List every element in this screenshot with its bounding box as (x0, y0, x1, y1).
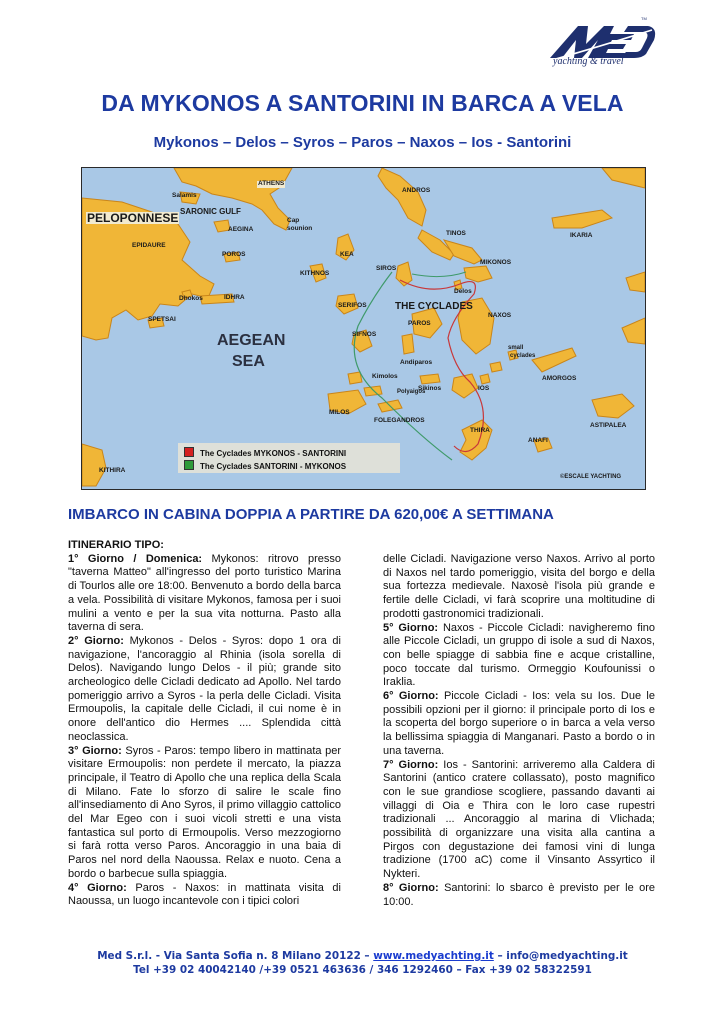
map-label-small-cyclades: cyclades (510, 353, 536, 359)
legend-swatch-green (184, 460, 194, 470)
map-label-athens: ATHENS (258, 180, 285, 187)
map-label-kimolos: Kimolos (372, 373, 398, 380)
logo-tm: TM (641, 16, 647, 21)
map-label-polyaigos: Polyaigos (397, 389, 426, 395)
map-label-antiparos: Andiparos (400, 359, 433, 366)
map-label-thira: THIRA (470, 427, 490, 434)
day-text: Ios - Santorini: arriveremo alla Caldera di Santorini (antico cratere collassato), posto magnifico con le sue grandiose scogliere, passando davanti ai villaggi di Oia e Thira con le loro case rupestri tradizionali ... Ancoraggio al marina di Vlichada; possibilità di organizzare una visita alla cantina a Pirgos con degustazione dei famosi vini di lunga tradizione (1700 aC) come il Vinsanto Assyrtico il Nykteri. (383, 758, 655, 881)
price-headline: IMBARCO IN CABINA DOPPIA A PARTIRE DA 620,00€ A SETTIMANA (68, 506, 554, 523)
map-label-sifnos: SIFNOS (352, 331, 377, 338)
email-link[interactable]: info@medyachting.it (506, 950, 628, 962)
legend-label-green: The Cyclades SANTORINI - MYKONOS (200, 462, 347, 471)
map-label-saronic-gulf: SARONIC GULF (180, 207, 241, 216)
map-label-amorgos: AMORGOS (542, 375, 577, 382)
legend-label-red: The Cyclades MYKONOS - SANTORINI (200, 449, 347, 458)
itinerary-day (383, 882, 655, 909)
footer (0, 949, 725, 977)
day-label: 3° Giorno: (68, 744, 122, 757)
page-title: DA MYKONOS A SANTORINI IN BARCA A VELA (101, 90, 624, 116)
day-label: 5° Giorno: (383, 621, 439, 634)
map-label-spetsai: SPETSAI (148, 316, 176, 323)
map-label-cap-1: Cap (287, 217, 300, 224)
map-label-cap-2: sounion (287, 225, 313, 232)
day-text: delle Cicladi. Navigazione verso Naxos. Arrivo al porto di Naxos nel tardo pomeriggio, visita del borgo e della sua fortezza medievale. Naxosè l'isola più grande e fertile delle Cicladi, vi farà scoprire una moltitudine di prodotti gastronomici tradizionali. (383, 553, 655, 620)
map-label-kea: KEA (340, 251, 354, 258)
map-label-paros: PAROS (408, 320, 431, 327)
day-text: Paros - Naxos: in mattinata visita di Naoussa, un luogo incantevole con i tipici colori (68, 881, 341, 908)
map-label-sea: SEA (232, 353, 265, 370)
map-label-dhokos: Dhokos (179, 295, 203, 302)
map-label-andros: ANDROS (402, 187, 431, 194)
itinerary-day (383, 690, 655, 759)
website-link[interactable]: www.medyachting.it (373, 950, 494, 962)
map-label-small: small (508, 345, 524, 351)
itinerary-day (68, 635, 341, 745)
day-text: Mykonos: ritrovo presso "taverna Matteo" all'ingresso del porto turistico Marina di Tourlos alle ore 18:00. Benvenuto a bordo della barca a vela. Possibilità di visitare Mykonos, famosa per i suoi mulini a vento e per la sua vita notturna. Pasto alla taverna di sera. (68, 552, 341, 634)
map-copyright: ©ESCALE YACHTING (560, 474, 622, 480)
map-label-delos: Delos (454, 288, 472, 295)
map-label-syros: SIROS (376, 265, 397, 272)
day-label: 4° Giorno: (68, 881, 127, 894)
map-label-kithira: KITHIRA (99, 467, 126, 474)
map-label-idhra: IDHRA (224, 294, 245, 301)
footer-line-1 (0, 949, 725, 963)
map-label-anafi: ANAFI (528, 437, 548, 444)
route-map (81, 167, 646, 490)
footer-address: Med S.r.l. - Via Santa Sofia n. 8 Milano 20122 – (97, 950, 374, 962)
day-text: Santorini: lo sbarco è previsto per le ore 10:00. (383, 881, 655, 908)
logo-tagline: yachting & travel (553, 56, 624, 67)
map-label-mikonos: MIKONOS (480, 259, 512, 266)
day-text: Syros - Paros: tempo libero in mattinata per visitare Ermoupolis: non perdete il mercato, la piazza principale, il Teatro di Apollo che una replica della Scala di Milano. Fate lo sforzo di salire le scale fino all'insediamento di Ano Syros, il primo villaggio cattolico del Mar Egeo con i suoi vicoli stretti e una vista fantastica sul porto di Ermoupolis. Verso mezzogiorno si farà rotta verso Paros. Ancoraggio in una baia di Paros nel nord della Naoussa. Relax e nuoto. Cena a bordo o barbecue sulla spiaggia. (68, 744, 341, 880)
itinerary-left-column (68, 539, 341, 909)
map-label-cyclades: THE CYCLADES (395, 301, 473, 312)
map-label-naxos: NAXOS (488, 312, 512, 319)
map-label-aegina: AEGINA (228, 226, 254, 233)
map-label-peloponnese: PELOPONNESE (87, 211, 179, 225)
footer-phones: Tel +39 02 40042140 /+39 0521 463636 / 346 1292460 – Fax +39 02 58322591 (133, 964, 592, 976)
map-label-salamis: Salamis (172, 192, 197, 199)
day-label: 8° Giorno: (383, 881, 439, 894)
day-label: 6° Giorno: (383, 690, 439, 703)
legend-swatch-red (184, 447, 194, 457)
map-label-ios: IOS (478, 385, 490, 392)
map-label-poros: POROS (222, 251, 246, 258)
day-text: Piccole Cicladi - Ios: vela su Ios. Due le possibili opzioni per il giorno: il principale porto di Ios e la scoperta del borgo superiore o in barca a vela verso la bellissima spiaggia di Manganari. Pasto a bordo o in una taverna. (383, 690, 655, 757)
day-label: 7° Giorno: (383, 758, 439, 771)
itinerary-day (68, 882, 341, 909)
page-subtitle: Mykonos – Delos – Syros – Paros – Naxos – Ios - Santorini (153, 134, 572, 151)
footer-sep: – (493, 950, 507, 962)
day-label: 1° Giorno / Domenica: (68, 552, 203, 565)
itinerary-day (383, 759, 655, 882)
map-label-folegandros: FOLEGANDROS (374, 417, 425, 424)
map-label-epidaure: EPIDAURE (132, 242, 166, 249)
day-text: Mykonos - Delos - Syros: dopo 1 ora di navigazione, l'ancoraggio al Rhinia (isola sorella di Delos). Navigando lungo Delos - il più; grande sito archeologico delle Cicladi dedicato ad Apollo. Nel tardo pomeriggio arrivo a Syros - la perla delle Cicladi. Visita Ermoupolis, la capitale delle Cicladi, il cui nome è in onore dell'antico dio Hermes .... Splendida città neoclassica. (68, 634, 341, 743)
itinerary-day (383, 622, 655, 691)
legend-item-green (184, 460, 346, 471)
map-label-ikaria: IKARIA (570, 232, 593, 239)
itinerary-day (68, 745, 341, 882)
itinerary-day (383, 553, 655, 622)
itinerary-right-column (383, 553, 655, 909)
map-label-milos: MILOS (329, 409, 350, 416)
day-label: 2° Giorno: (68, 634, 124, 647)
legend-item-red (184, 447, 346, 458)
map-label-astipalea: ASTIPALEA (590, 422, 627, 429)
map-label-aegean: AEGEAN (217, 332, 286, 349)
itinerary-day (68, 553, 341, 635)
map-label-serifos: SERIFOS (338, 302, 367, 309)
map-label-kithnos: KITHNOS (300, 270, 330, 277)
map-label-sikinos: Sikinos (418, 385, 442, 392)
day-text: Naxos - Piccole Cicladi: navigheremo fino alle Piccole Cicladi, un gruppo di isole a sud di Naxos, con belle spiagge di sabbia fine e acque cristalline, poco toccate dal turismo. Ormeggio Koufounissi o Iraklia. (383, 621, 655, 689)
map-label-tinos: TINOS (446, 230, 466, 237)
itinerary-heading: ITINERARIO TIPO: (68, 539, 164, 551)
